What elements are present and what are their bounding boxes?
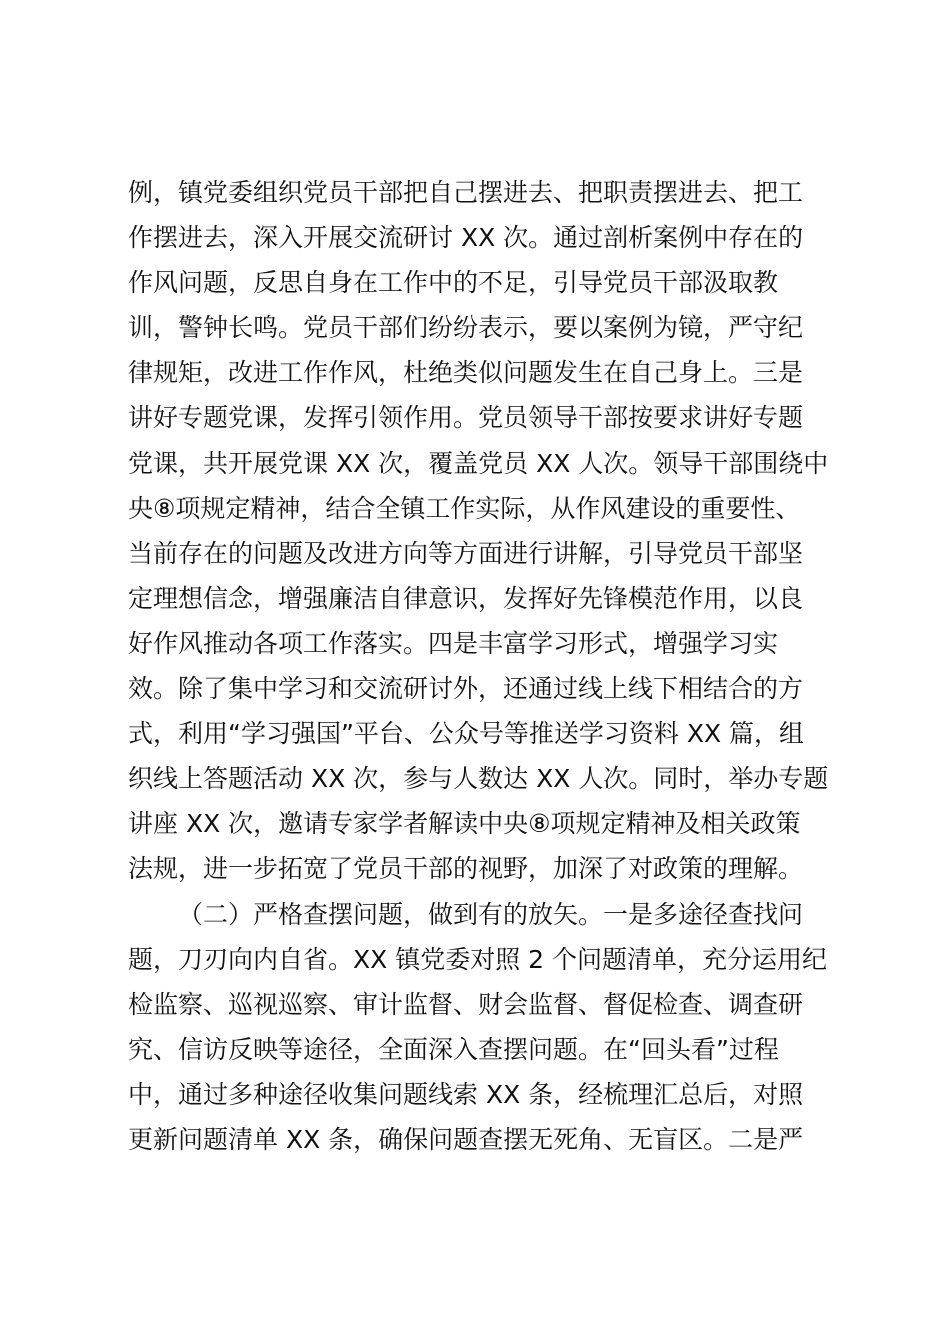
section-heading-line: （二）严格查摆问题，做到有的放矢。一是多途径查找问 [178, 899, 804, 929]
text-line: 律规矩，改进工作作风，杜绝类似问题发生在自己身上。三是 [128, 358, 804, 388]
text-line: 式，利用“学习强国”平台、公众号等推送学习资料 XX 篇，组 [128, 719, 805, 749]
text-line: 中，通过多种途径收集问题线索 XX 条，经梳理汇总后，对照 [128, 1079, 804, 1109]
text-line: 当前存在的问题及改进方向等方面进行讲解，引导党员干部坚 [128, 538, 804, 568]
text-line: 央⑧项规定精神，结合全镇工作实际，从作风建设的重要性、 [128, 493, 801, 523]
text-line: 作风问题，反思自身在工作中的不足，引导党员干部汲取教 [128, 268, 779, 298]
text-line: 织线上答题活动 XX 次，参与人数达 XX 人次。同时，举办专题 [128, 764, 829, 794]
text-line: 效。除了集中学习和交流研讨外，还通过线上线下相结合的方 [128, 674, 804, 704]
text-line: 讲座 XX 次，邀请专家学者解读中央⑧项规定精神及相关政策 [128, 809, 801, 839]
text-line: 检监察、巡视巡察、审计监督、财会监督、督促检查、调查研 [128, 989, 804, 1019]
text-line: 究、信访反映等途径，全面深入查摆问题。在“回头看”过程 [128, 1034, 779, 1064]
text-line: 训，警钟长鸣。党员干部们纷纷表示，要以案例为镜，严守纪 [128, 313, 804, 343]
text-line: 题，刀刃向内自省。XX 镇党委对照 2 个问题清单，充分运用纪 [128, 944, 828, 974]
text-line: 法规，进一步拓宽了党员干部的视野，加深了对政策的理解。 [128, 854, 804, 884]
document-body [128, 170, 840, 1162]
text-line: 例，镇党委组织党员干部把自己摆进去、把职责摆进去、把工 [128, 178, 804, 207]
text-line: 定理想信念，增强廉洁自律意识，发挥好先锋模范作用，以良 [128, 583, 804, 613]
text-line: 讲好专题党课，发挥引领作用。党员领导干部按要求讲好专题 [128, 403, 804, 433]
text-line: 党课，共开展党课 XX 次，覆盖党员 XX 人次。领导干部围绕中 [128, 448, 829, 478]
text-line: 作摆进去，深入开展交流研讨 XX 次。通过剖析案例中存在的 [128, 223, 804, 253]
text-line: 更新问题清单 XX 条，确保问题查摆无死角、无盲区。二是严 [128, 1124, 804, 1154]
text-line: 好作风推动各项工作落实。四是丰富学习形式，增强学习实 [128, 628, 779, 658]
